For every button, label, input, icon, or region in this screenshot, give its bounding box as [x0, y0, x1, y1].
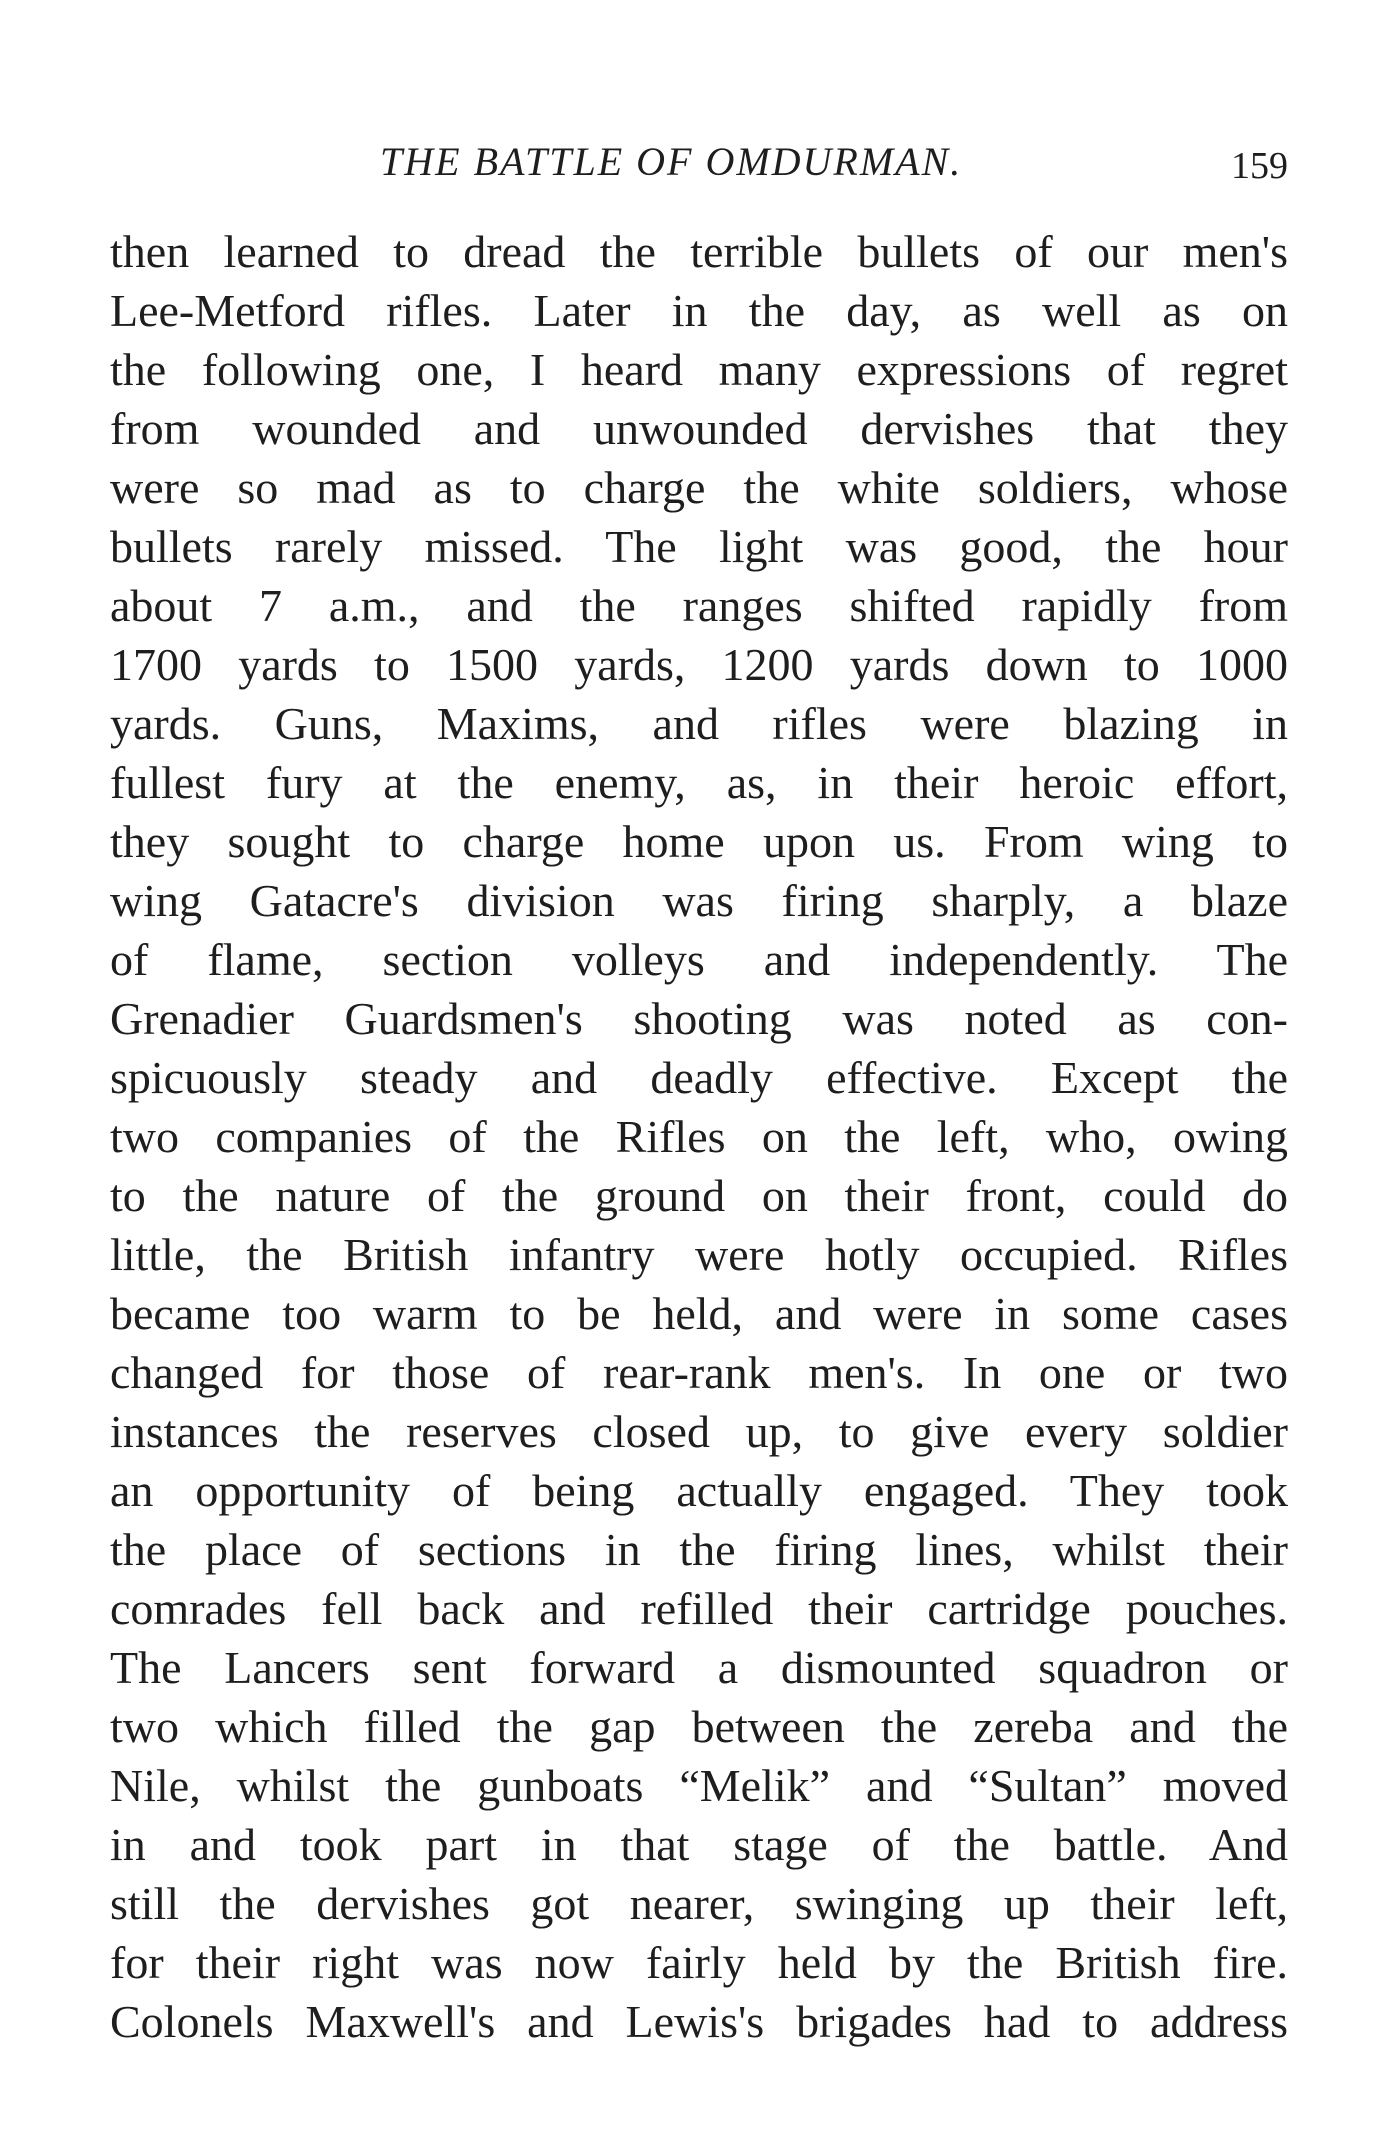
- text-line: Lee-Metford rifles. Later in the day, as well as on: [110, 285, 1288, 336]
- text-line: an opportunity of being actually engaged. They took: [110, 1465, 1288, 1516]
- text-line: two companies of the Rifles on the left, who, owing: [110, 1111, 1288, 1162]
- text-line: instances the reserves closed up, to give every soldier: [110, 1406, 1288, 1457]
- text-line: of flame, section volleys and independently. The: [110, 934, 1288, 985]
- text-line: two which filled the gap between the zereba and the: [110, 1701, 1288, 1752]
- page-header: [110, 138, 1288, 198]
- text-line: little, the British infantry were hotly occupied. Rifles: [110, 1229, 1288, 1280]
- text-line: the place of sections in the firing lines, whilst their: [110, 1524, 1288, 1575]
- body-text: [110, 222, 1288, 2051]
- running-head: THE BATTLE OF OMDURMAN.: [380, 139, 963, 184]
- text-line: yards. Guns, Maxims, and rifles were blazing in: [110, 698, 1288, 749]
- text-line: the following one, I heard many expressions of regret: [110, 344, 1288, 395]
- text-line: bullets rarely missed. The light was good, the hour: [110, 521, 1288, 572]
- page-number: 159: [1231, 145, 1288, 187]
- text-line: The Lancers sent forward a dismounted squadron or: [110, 1642, 1288, 1693]
- text-line: changed for those of rear-rank men's. In one or two: [110, 1347, 1288, 1398]
- text-line: in and took part in that stage of the battle. And: [110, 1819, 1288, 1870]
- text-line: became too warm to be held, and were in some cases: [110, 1288, 1288, 1339]
- text-line: for their right was now fairly held by the British fire.: [110, 1937, 1288, 1988]
- text-line: were so mad as to charge the white soldiers, whose: [110, 462, 1288, 513]
- text-line: Colonels Maxwell's and Lewis's brigades had to address: [110, 1996, 1288, 2047]
- text-line: they sought to charge home upon us. From wing to: [110, 816, 1288, 867]
- text-line: to the nature of the ground on their front, could do: [110, 1170, 1288, 1221]
- text-line: from wounded and unwounded dervishes that they: [110, 403, 1288, 454]
- text-line: wing Gatacre's division was firing sharply, a blaze: [110, 875, 1288, 926]
- text-line: spicuously steady and deadly effective. Except the: [110, 1052, 1288, 1103]
- text-line: about 7 a.m., and the ranges shifted rapidly from: [110, 580, 1288, 631]
- text-line: Grenadier Guardsmen's shooting was noted as con-: [110, 993, 1288, 1044]
- text-line: 1700 yards to 1500 yards, 1200 yards down to 1000: [110, 639, 1288, 690]
- text-line: comrades fell back and refilled their cartridge pouches.: [110, 1583, 1288, 1634]
- text-line: then learned to dread the terrible bullets of our men's: [110, 226, 1288, 277]
- text-line: Nile, whilst the gunboats “Melik” and “Sultan” moved: [110, 1760, 1288, 1811]
- text-line: still the dervishes got nearer, swinging up their left,: [110, 1878, 1288, 1929]
- text-line: fullest fury at the enemy, as, in their heroic effort,: [110, 757, 1288, 808]
